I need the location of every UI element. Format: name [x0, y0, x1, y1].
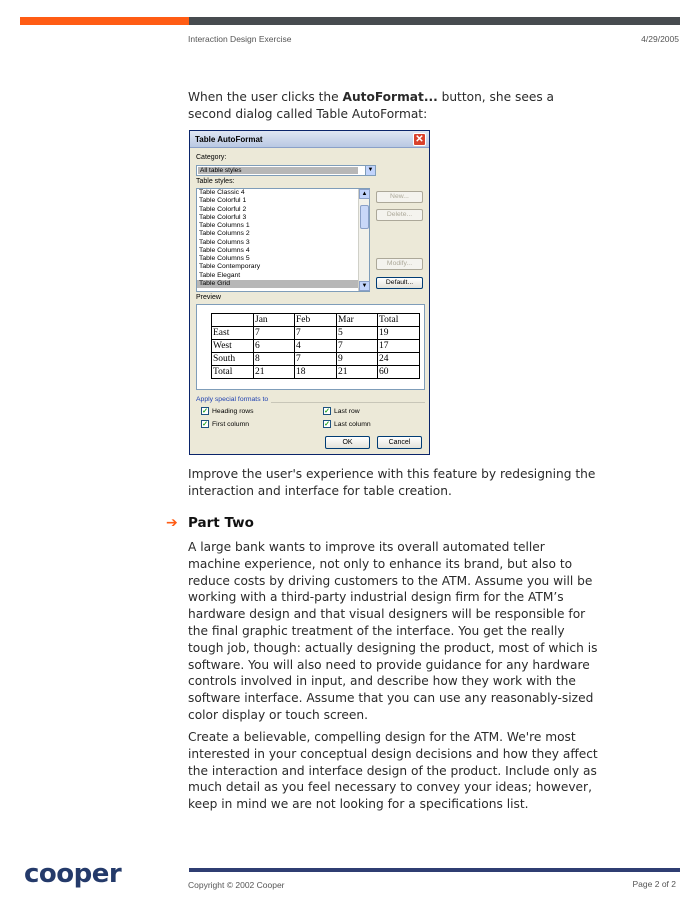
category-dropdown[interactable] [196, 165, 376, 176]
list-item[interactable]: Table Colorful 3 [199, 213, 247, 221]
preview-table [211, 313, 420, 379]
list-item[interactable]: Table Classic 4 [199, 189, 245, 196]
section-heading: Part Two [188, 515, 254, 531]
list-item[interactable]: Table Colorful 2 [199, 205, 247, 213]
chevron-up-icon[interactable]: ▲ [359, 189, 370, 199]
header-bar [189, 17, 680, 25]
last-column-label: Last column [334, 421, 371, 428]
table-cell: West [212, 340, 254, 353]
table-cell: 19 [378, 327, 420, 340]
last-row-checkbox[interactable]: ✓ [324, 408, 330, 415]
table-styles-label: Table styles: [196, 178, 235, 185]
delete-button[interactable]: Delete... [376, 209, 423, 221]
table-autoformat-dialog [189, 130, 430, 455]
table-cell: 21 [337, 366, 378, 379]
intro-text-pre: When the user clicks the [188, 90, 343, 104]
list-item[interactable]: Table Columns 3 [199, 238, 250, 246]
list-item[interactable]: Table Columns 1 [199, 222, 250, 229]
table-styles-list[interactable] [196, 188, 370, 292]
scrollbar-thumb[interactable] [360, 205, 369, 229]
table-cell: South [212, 353, 254, 366]
autoformat-button-name: AutoFormat... [342, 90, 438, 104]
table-cell: 17 [378, 340, 420, 353]
chevron-down-icon[interactable]: ▼ [359, 281, 370, 291]
last-column-checkbox[interactable]: ✓ [324, 421, 330, 428]
table-cell: 4 [295, 340, 337, 353]
table-cell: 7 [254, 327, 295, 340]
table-cell: 24 [378, 353, 420, 366]
table-row [212, 314, 420, 327]
styles-scrollbar[interactable] [358, 189, 369, 291]
improve-paragraph: Improve the user's experience with this feature by redesigning the interaction and interface for table creation. [188, 467, 596, 498]
default-button[interactable]: Default... [376, 277, 423, 289]
table-cell: 7 [337, 340, 378, 353]
table-cell: 60 [378, 366, 420, 379]
table-cell [212, 314, 254, 327]
list-item[interactable]: Table Colorful 1 [199, 197, 247, 205]
table-row [212, 327, 420, 340]
table-cell: 7 [295, 327, 337, 340]
list-item-selected[interactable]: Table Grid [197, 280, 369, 288]
modify-button[interactable]: Modify... [376, 258, 423, 270]
chevron-down-icon[interactable]: ▼ [365, 166, 375, 175]
table-cell: Feb [295, 314, 337, 327]
table-cell: 6 [254, 340, 295, 353]
dialog-title: Table AutoFormat [195, 135, 263, 144]
list-item[interactable]: Table Columns 5 [199, 255, 250, 262]
footer-bar [189, 868, 680, 872]
list-item[interactable]: Table Columns 4 [199, 246, 250, 254]
category-label: Category: [196, 154, 227, 161]
heading-rows-label: Heading rows [212, 408, 254, 415]
last-row-label: Last row [334, 408, 360, 415]
header-accent-bar [20, 17, 189, 25]
table-cell: 5 [337, 327, 378, 340]
intro-paragraph [188, 89, 600, 123]
table-row [212, 340, 420, 353]
table-cell: Total [378, 314, 420, 327]
table-cell: 7 [295, 353, 337, 366]
table-cell: Total [212, 366, 254, 379]
table-cell: East [212, 327, 254, 340]
intro-text-post: button, she sees a second dialog called Table AutoFormat: [188, 90, 555, 121]
dialog-title-bar [190, 131, 429, 148]
close-icon[interactable]: ✕ [413, 133, 426, 146]
heading-rows-checkbox[interactable]: ✓ [202, 408, 208, 415]
ok-button[interactable]: OK [325, 436, 370, 449]
table-row [212, 366, 420, 379]
document-date: 4/29/2005 [641, 34, 679, 44]
cooper-logo: cooper [24, 859, 122, 889]
list-item[interactable]: Table Elegant [199, 271, 241, 279]
table-cell: Jan [254, 314, 295, 327]
list-item[interactable]: Table Columns 2 [199, 230, 250, 238]
document-title: Interaction Design Exercise [188, 34, 292, 44]
table-cell: 21 [254, 366, 295, 379]
part-two-paragraph-2: Create a believable, compelling design for the ATM. We're most interested in your conceptual design decisions and how they affect the interaction and interface design of the product. Include only as much detail as you feel necessary to convey your ideas; however, keep in mind we are not looking for a specifications list. [188, 730, 598, 812]
list-item[interactable]: Table Contemporary [199, 263, 261, 271]
first-column-checkbox[interactable]: ✓ [202, 421, 208, 428]
table-cell: 9 [337, 353, 378, 366]
preview-pane [196, 304, 425, 390]
preview-label: Preview [196, 294, 221, 301]
arrow-right-icon: ➔ [166, 515, 178, 531]
new-button[interactable]: New... [376, 191, 423, 203]
apply-formats-label: Apply special formats to [196, 396, 271, 403]
table-cell: Mar [337, 314, 378, 327]
first-column-label: First column [212, 421, 250, 428]
table-cell: 8 [254, 353, 295, 366]
table-row [212, 353, 420, 366]
table-cell: 18 [295, 366, 337, 379]
page-number: Page 2 of 2 [632, 879, 676, 889]
cancel-button[interactable]: Cancel [377, 436, 422, 449]
part-two-paragraph-1: A large bank wants to improve its overall automated teller machine experience, not only to enhance its brand, but also to reduce costs by driving customers to the ATM. Assume you will be working with a third-party industrial design firm for the ATM’s hardware design and that visual designers will be responsible for the final graphic treatment of the interface. You get the really tough job, though: actually designing the product, most of which is software. You will also need to provide guidance for any hardware controls involved in input, and describe how they work with the software interface. Assume that you can use any reasonably-sized color display or touch screen. [188, 540, 598, 722]
category-value: All table styles [198, 167, 358, 174]
copyright-text: Copyright © 2002 Cooper [188, 880, 285, 890]
